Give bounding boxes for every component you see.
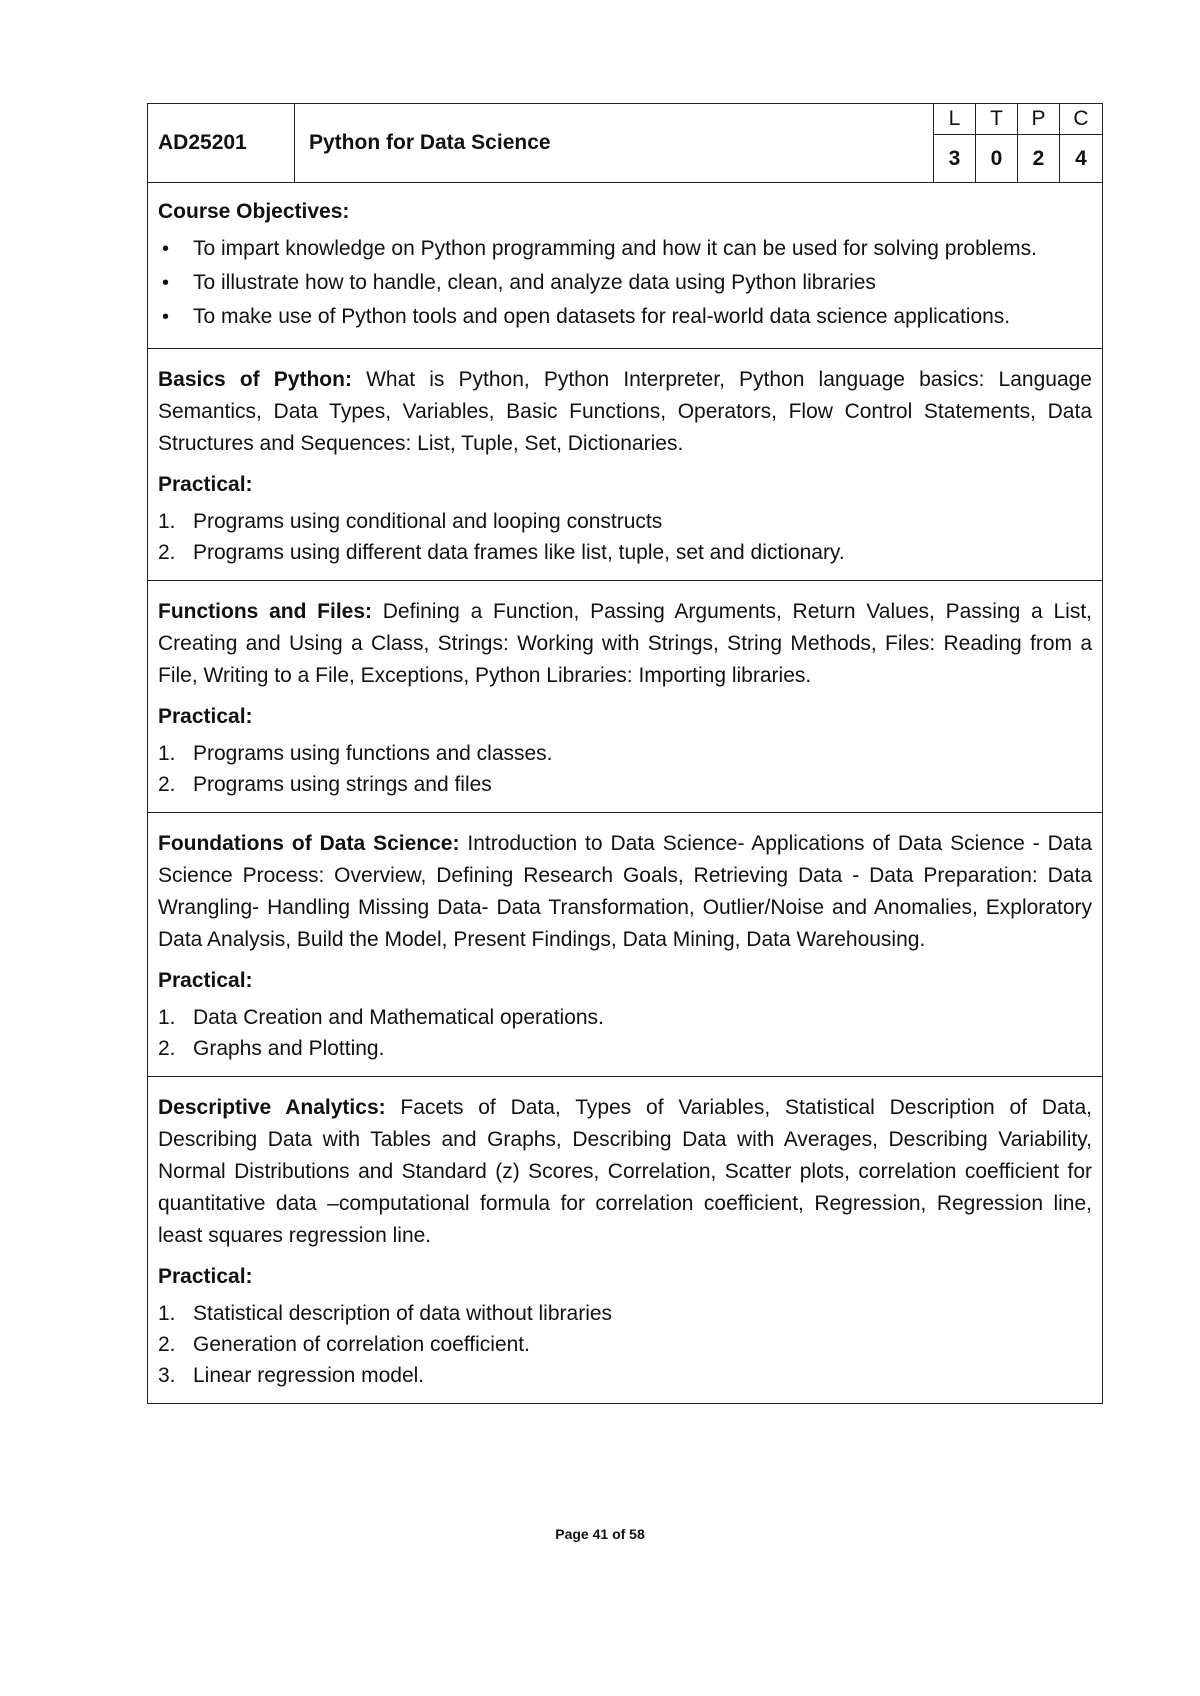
practical-list (158, 506, 1092, 568)
practical-list (158, 1002, 1092, 1064)
unit-content: What is Python, Python Interpreter, Python language basics: Language Semantics, Data Types, Variables, Basic Functions, Operators, Flow Control Statements, Data Structures and Sequences: List, Tuple, Set, Dictionaries. (158, 368, 1092, 455)
ltpc-header-l: L (934, 104, 976, 135)
practical-text: Programs using different data frames like list, tuple, set and dictionary. (193, 541, 845, 564)
practical-text: Graphs and Plotting. (193, 1037, 385, 1060)
objectives-list (158, 234, 1092, 332)
practical-number: 2. (158, 1037, 176, 1060)
objective-item: • To make use of Python tools and open datasets for real-world data science applications. (158, 302, 1092, 332)
practical-number: 2. (158, 1333, 176, 1356)
practical-text: Programs using functions and classes. (193, 742, 553, 765)
unit-description (158, 596, 1092, 692)
ltpc-value-c: 4 (1075, 146, 1087, 170)
ltpc-header-p: P (1018, 104, 1060, 135)
unit-section-basics-of-python (148, 349, 1102, 581)
practical-number: 1. (158, 510, 176, 533)
objective-item: • To illustrate how to handle, clean, and analyze data using Python libraries (158, 268, 1092, 298)
objectives-section (148, 183, 1102, 349)
objective-item: • To impart knowledge on Python programming and how it can be used for solving problems. (158, 234, 1092, 264)
unit-description (158, 1092, 1092, 1252)
unit-description (158, 364, 1092, 460)
unit-title: Foundations of Data Science: (158, 832, 460, 855)
practical-number: 2. (158, 541, 176, 564)
unit-content: Introduction to Data Science- Applications of Data Science - Data Science Process: Overview, Defining Research Goals, Retrieving Data - Data Preparation: Data Wrangling- Handling Missing Data- Data Transformation, Outlier/Noise and Anomalies, Exploratory Data Analysis, Build the Model, Present Findings, Data Mining, Data Warehousing. (158, 832, 1093, 951)
course-header (148, 104, 1102, 183)
page-number: Page 41 of 58 (555, 1526, 645, 1542)
objectives-heading: Course Objectives: (158, 200, 350, 223)
practical-text: Programs using strings and files (193, 773, 492, 796)
practical-text: Programs using conditional and looping constructs (193, 510, 663, 533)
practical-text: Data Creation and Mathematical operations. (193, 1006, 604, 1029)
ltpc-value-p: 2 (1018, 135, 1060, 182)
practical-number: 3. (158, 1364, 176, 1387)
practical-item (158, 1329, 1092, 1360)
practical-number: 1. (158, 1006, 176, 1029)
unit-section-functions-and-files (148, 581, 1102, 813)
practical-number: 1. (158, 1302, 176, 1325)
ltpc-grid (934, 104, 1102, 182)
unit-description (158, 828, 1092, 956)
practical-item (158, 506, 1092, 537)
practical-heading: Practical: (158, 473, 253, 496)
practical-number: 2. (158, 773, 176, 796)
practical-heading: Practical: (158, 1265, 253, 1288)
practical-heading: Practical: (158, 969, 253, 992)
practical-item (158, 537, 1092, 568)
unit-title: Functions and Files: (158, 600, 373, 623)
practical-text: Linear regression model. (193, 1364, 425, 1387)
practical-heading: Practical: (158, 705, 253, 728)
unit-title: Basics of Python: (158, 368, 352, 391)
course-title: Python for Data Science (295, 104, 934, 182)
unit-section-descriptive-analytics (148, 1077, 1102, 1403)
course-code: AD25201 (148, 104, 295, 182)
unit-content: Facets of Data, Types of Variables, Statistical Description of Data, Describing Data with Tables and Graphs, Describing Data with Averages, Describing Variability, Normal Distributions and Standard (z) Scores, Correlation, Scatter plots, correlation coefficient for quantitative data –computational formula for correlation coefficient, Regression, Regression line, least squares regression line. (158, 1096, 1092, 1247)
ltpc-header-t: T (976, 104, 1018, 135)
unit-title: Descriptive Analytics: (158, 1096, 386, 1119)
ltpc-value-t: 0 (976, 135, 1018, 182)
practical-item (158, 738, 1092, 769)
ltpc-header-c: C (1060, 104, 1102, 135)
practical-item (158, 1033, 1092, 1064)
practical-text: Statistical description of data without libraries (193, 1302, 613, 1325)
practical-text: Generation of correlation coefficient. (193, 1333, 530, 1356)
practical-list (158, 738, 1092, 800)
ltpc-value-l: 3 (934, 135, 976, 182)
practical-item (158, 1002, 1092, 1033)
practical-item (158, 1298, 1092, 1329)
practical-list (158, 1298, 1092, 1391)
practical-number: 1. (158, 742, 176, 765)
syllabus-table (147, 103, 1103, 1404)
practical-item (158, 769, 1092, 800)
practical-item (158, 1360, 1092, 1391)
unit-section-foundations-of-data-science (148, 813, 1102, 1077)
unit-content: Defining a Function, Passing Arguments, Return Values, Passing a List, Creating and Using a Class, Strings: Working with Strings, String Methods, Files: Reading from a File, Writing to a File, Exceptions, Python Libraries: Importing libraries. (158, 600, 1092, 687)
